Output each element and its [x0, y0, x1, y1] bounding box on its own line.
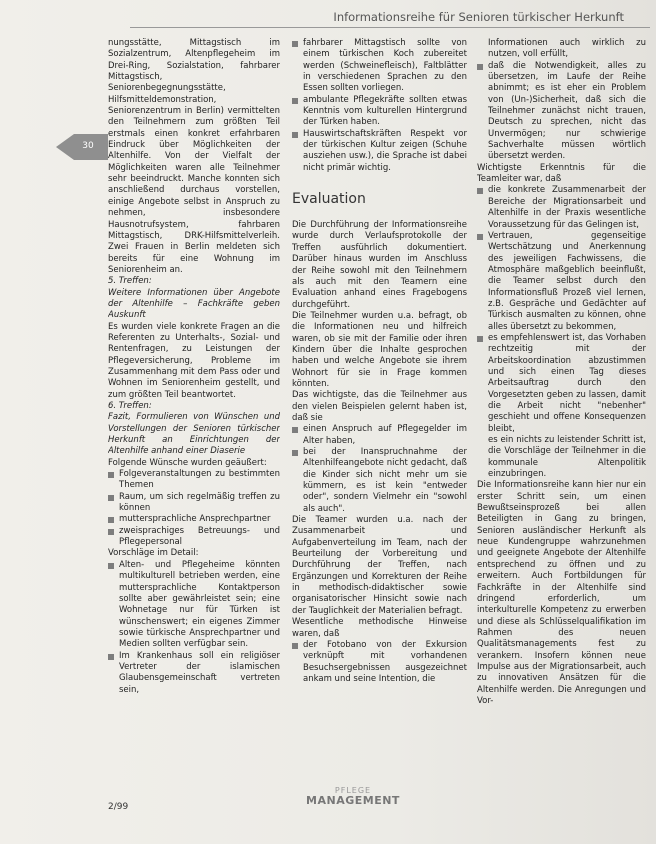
list-item: Folgeveranstaltungen zu bestimmten Themen [108, 469, 280, 492]
bullet-square-icon [108, 495, 114, 501]
bullet-square-icon [477, 336, 483, 342]
logo-main-text: MANAGEMENT [306, 794, 400, 807]
page-tab-number: 30 [82, 141, 94, 151]
paragraph: Wesentliche methodische Hinweise waren, daß [292, 617, 467, 639]
page-number: 2/99 [108, 802, 129, 812]
text-column-1 [108, 38, 280, 760]
list-item: die konkrete Zusammenarbeit der Bereiche der Migrationsarbeit und Altenhilfe in der Praxis wesentliche Voraussetzung für das Gelingen ist, [477, 185, 646, 230]
paragraph: Die Teamer wurden u.a. nach der Zusammenarbeit und Aufgabenverteilung im Team, nach der Beurteilung der Vorbereitung und Durchführung der Treffen, nach Ergänzungen und Korrekturen der Reihe in methodisch-didaktischer sowie organisatorischer Hinsicht sowie nach der Tauglichkeit der Materialien befragt. [292, 515, 467, 616]
bullet-square-icon [108, 517, 114, 523]
meeting-6-label: 6. Treffen: [108, 401, 152, 411]
list-item: fahrbarer Mittagstisch sollte von einem türkischen Koch zubereitet werden (Schweinefleisch), Faltblätter in verschiedenen Sprachen zu den Essen sollten vorliegen. [292, 38, 467, 95]
bullet-square-icon [292, 450, 298, 456]
list-item: der Fotobano von der Exkursion verknüpft mit vorhandenen Besuchsergebnissen ausgezeichnet ankam und seine Intention, die [292, 640, 467, 685]
logo-top-text: PFLEGE [334, 786, 372, 795]
magazine-logo [306, 786, 400, 808]
list-item: einen Anspruch auf Pflegegelder im Alter haben, [292, 424, 467, 447]
list-item: Im Krankenhaus soll ein religiöser Vertreter der islamischen Glaubensgemeinschaft vertreten sein, [108, 651, 280, 696]
list-item: bei der Inanspruchnahme der Altenhilfeangebote nicht gedacht, daß die Kinder sich nicht mehr um sie kümmern, es ist kein "entweder oder", sondern Vielmehr ein "sowohl als auch". [292, 447, 467, 515]
list-item: daß die Notwendigkeit, alles zu übersetzen, im Laufe der Reihe abnimmt; es ist eher ein Problem von (Un-)Sicherheit, daß sich die Teilnehmer zunächst nicht trauen, Deutsch zu sprechen, nicht das Unvermögen; nur schwierige Sachverhalte müssen wörtlich übersetzt werden. [477, 61, 646, 163]
paragraph: Folgende Wünsche wurden geäußert: [108, 457, 267, 468]
list-item: ambulante Pflegekräfte sollten etwas Kenntnis vom kulturellen Hintergrund der Türken haben. [292, 95, 467, 129]
list-item: zweisprachiges Betreuungs- und Pflegepersonal [108, 526, 280, 549]
section-heading: Evaluation [292, 191, 366, 208]
paragraph: Die Teilnehmer wurden u.a. befragt, ob die Informationen neu und hilfreich waren, ob sie mit der Familie oder ihren Kindern über die Inhalte gesprochen haben und welche Angebote sie ihrem Wohnort für sie in Frage kommen könnten. [292, 310, 467, 389]
bullet-square-icon [292, 643, 298, 649]
paragraph: nungsstätte, Mittagstisch im Sozialzentrum, Altenpflegeheim im Drei-Ring, Sozialstation, fahrbarer Mittagstisch, Seniorenbegegnungsstätte, Hilfsmitteldemonstration, Seniorenzentrum in Berlin) vermittelten den Teilnehmern zum größten Teil erstmals einen konkret erfahrbaren Eindruck über Möglichkeiten der Altenhilfe. Von der Vielfalt der Möglichkeiten waren alle Teilnehmer sehr beeindruckt. Manche konnten sich anschließend durchaus vorstellen, einige Angebote selbst in Anspruch zu nehmen, insbesondere Hausnotrufsystem, fahrbaren Mittagstisch, DRK-Hilfsmittelverleih. Zwei Frauen in Berlin meldeten sich bereits für eine Wohnung im Seniorenheim an. [108, 38, 280, 275]
list-item: Informationen auch wirklich zu nutzen, voll erfüllt, [488, 38, 646, 60]
bullet-square-icon [292, 98, 298, 104]
bullet-square-icon [108, 529, 114, 535]
running-header-title: Informationsreihe für Senioren türkischer Herkunft [333, 10, 624, 24]
bullet-square-icon [292, 41, 298, 47]
paragraph: Das wichtigste, das die Teilnehmer aus den vielen Beispielen gelernt haben ist, daß sie [292, 390, 467, 423]
list-item: es empfehlenswert ist, das Vorhaben rechtzeitig mit der Arbeitskoordination abzustimmen und sich einen Tag dieses Arbeitsauftrag durch den Vorgesetzten geben zu lassen, damit die Arbeit nicht "nebenher" geschieht und offene Konsequenzen bleibt, [477, 333, 646, 435]
list-item: Alten- und Pflegeheime könnten multikulturell betrieben werden, eine muttersprachliche Kontaktperson sollte aber gewährleistet sein; eine Wohnetage nur für Türken ist wünschenswert; ein eigenes Zimmer sowie türkische Ansprechpartner und Medien sollten verfügbar sein. [108, 560, 280, 651]
text-column-2 [292, 38, 467, 760]
list-item: muttersprachliche Ansprechpartner [108, 514, 280, 525]
paragraph: Wichtigste Erkenntnis für die Teamleiter war, daß [477, 162, 646, 185]
bullet-square-icon [292, 132, 298, 138]
bullet-square-icon [108, 472, 114, 478]
running-header [130, 10, 650, 28]
meeting-5-title: Weitere Informationen über Angebote der Altenhilfe – Fachkräfte geben Auskunft [108, 287, 280, 321]
paragraph: Es wurden viele konkrete Fragen an die Referenten zu Unterhalts-, Sozial- und Rentenfragen, zu Leistungen der Pflegeversicherung, Probleme im Zusammenhang mit dem Pass oder und Wohnen im Seniorenheim gestellt, und zum größten Teil beantwortet. [108, 321, 280, 400]
paragraph: Vorschläge im Detail: [108, 548, 199, 559]
bullet-square-icon [108, 563, 114, 569]
bullet-square-icon [477, 188, 483, 194]
list-item: es ein nichts zu leistender Schritt ist, die Vorschläge der Teilnehmer in die kommunale Altenpolitik einzubringen. [488, 435, 646, 480]
bullet-square-icon [108, 654, 114, 660]
list-item: Hauswirtschaftskräften Respekt vor der türkischen Kultur zeigen (Schuhe ausziehen usw.), die Sprache ist dabei nicht primär wichtig. [292, 129, 467, 174]
text-column-3 [477, 38, 646, 760]
paragraph: Die Durchführung der Informationsreihe wurde durch Verlaufsprotokolle der Treffen ausführlich dokumentiert. Darüber hinaus wurden im Anschluss der Reihe sowohl mit den Teilnehmern als auch mit den Teamern eine Evaluation anhand eines Fragebogens durchgeführt. [292, 220, 467, 310]
bullet-square-icon [477, 234, 483, 240]
list-item: Raum, um sich regelmäßig treffen zu können [108, 492, 280, 515]
bullet-square-icon [477, 64, 483, 70]
meeting-6-title: Fazit, Formulieren von Wünschen und Vorstellungen der Senioren türkischer Herkunft an Einrichtungen der Altenhilfe anhand einer Diaserie [108, 412, 280, 457]
bullet-square-icon [292, 427, 298, 433]
meeting-5-label: 5. Treffen: [108, 276, 152, 287]
list-item: Vertrauen, gegenseitige Wertschätzung und Anerkennung des jeweiligen Fachwissens, die Atmosphäre maßgeblich beeinflußt, die Teamer selbst durch den Informationsfluß Prozeß viel lernen, z.B. Gespräche und Gedächter auf Türkisch ausmalten zu können, ohne alles übersetzt zu bekommen, [477, 231, 646, 333]
paragraph: Die Informationsreihe kann hier nur ein erster Schritt sein, um einen Bewußtseinsprozeß bei allen Beteiligten in Gang zu bringen, Senioren ausländischer Herkunft als neue Kundengruppe wahrzunehmen und geeignete Angebote der Altenhilfe entsprechend zu öffnen und zu erweitern. Auch Fortbildungen für Fachkräfte in der Altenhilfe sind dringend erforderlich, um interkulturelle Kompetenz zu erwerben und diese als Schlüsselqualifikation im Rahmen des neuen Qualitätsmanagements fest zu verankern. Insofern können neue Impulse aus der Migrationsarbeit, auch zu innovativen Ansätzen für die Altenhilfe werden. Die Anregungen und Vor- [477, 480, 646, 706]
